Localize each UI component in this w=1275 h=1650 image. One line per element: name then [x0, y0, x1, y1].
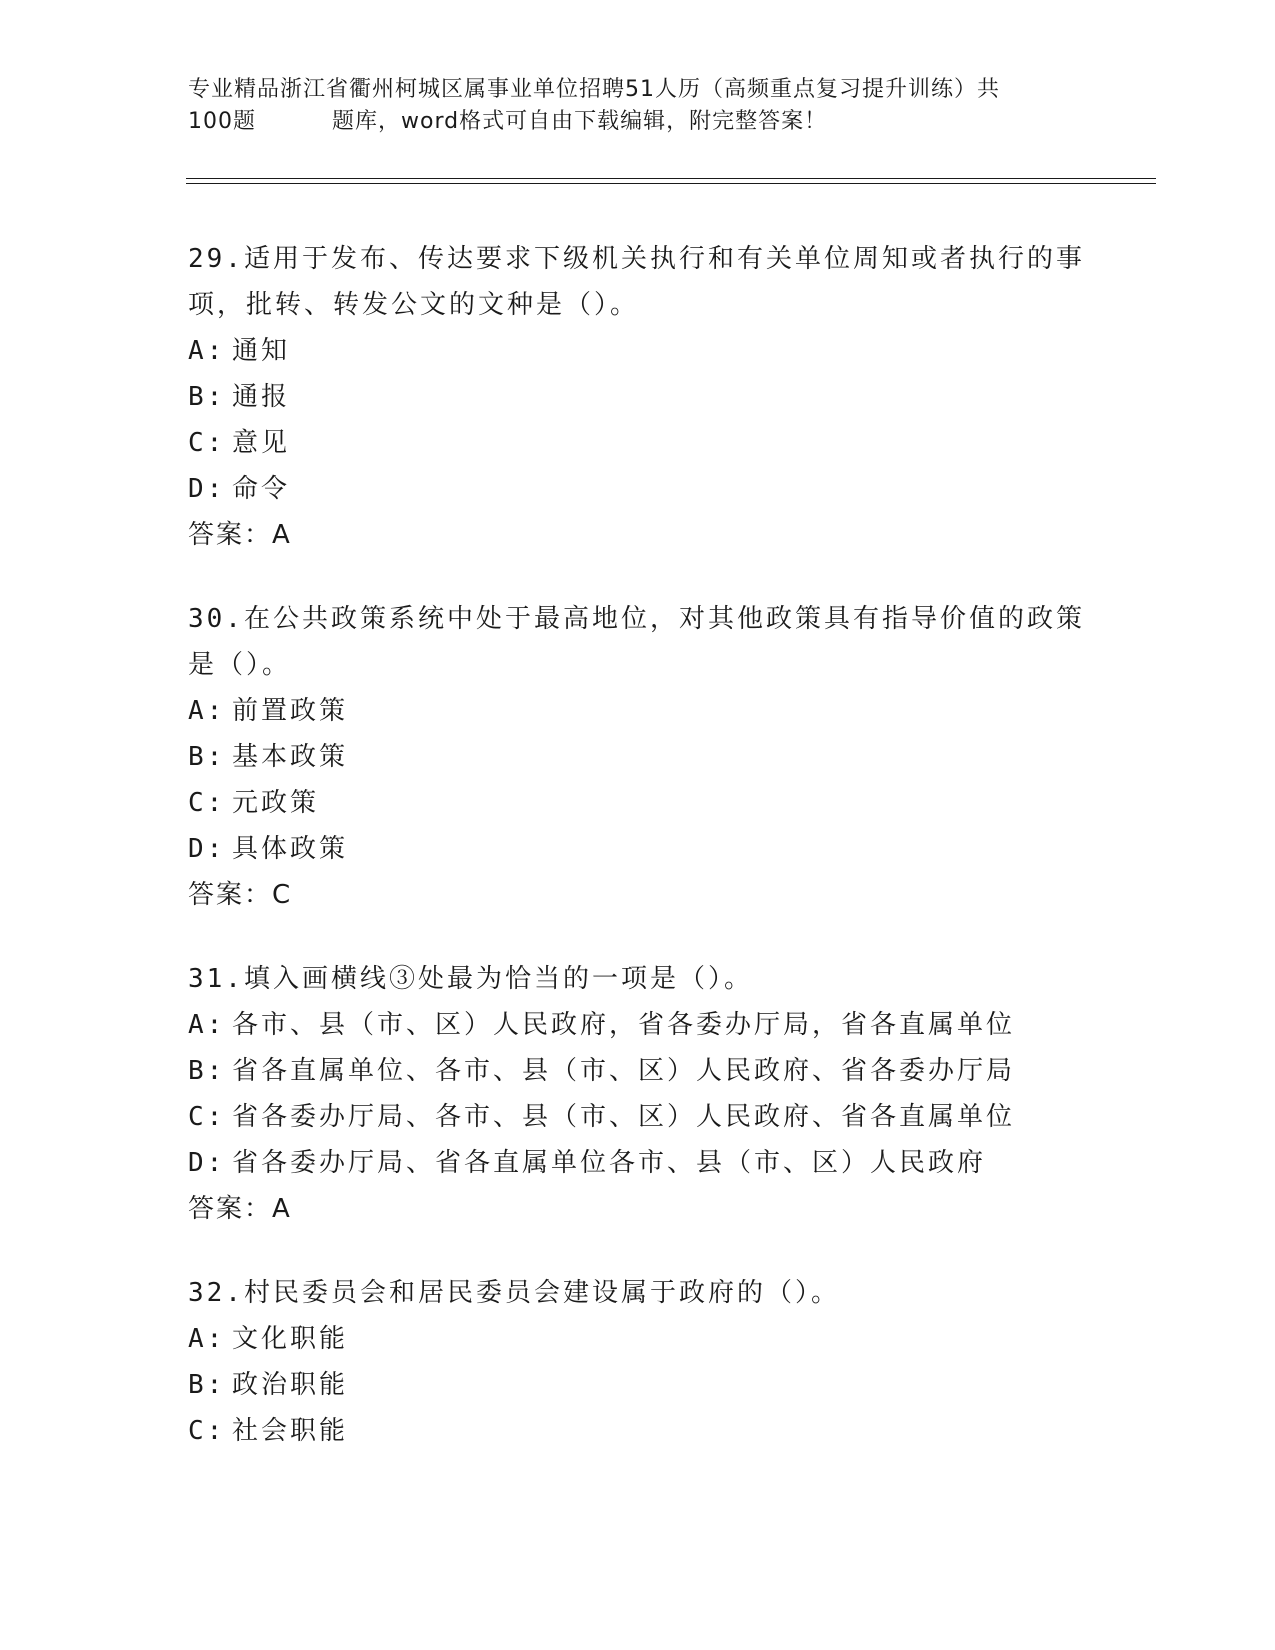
answer-value: A: [272, 520, 292, 550]
option-d: [188, 466, 1088, 512]
question-stem: 在公共政策系统中处于最高地位，对其他政策具有指导价值的政策是（）。: [188, 604, 1085, 680]
option-a: [188, 328, 1088, 374]
option-a: [188, 1002, 1088, 1048]
header-line-2: [188, 106, 1088, 138]
option-key: C:: [188, 1102, 226, 1132]
option-key: B:: [188, 382, 226, 412]
option-key: D:: [188, 474, 226, 504]
answer: [188, 1186, 1088, 1232]
question-list: [188, 236, 1088, 1492]
option-text: 省各直属单位、各市、县（市、区）人民政府、省各委办厅局: [232, 1056, 1016, 1086]
header-divider-bottom: [186, 183, 1156, 184]
answer: [188, 512, 1088, 558]
document-header: [188, 74, 1088, 138]
option-key: B:: [188, 1056, 226, 1086]
option-c: [188, 420, 1088, 466]
option-text: 文化职能: [232, 1324, 349, 1354]
option-text: 省各委办厅局、各市、县（市、区）人民政府、省各直属单位: [232, 1102, 1016, 1132]
option-key: A:: [188, 1324, 226, 1354]
option-text: 基本政策: [232, 742, 349, 772]
question-32: [188, 1270, 1088, 1454]
option-text: 意见: [232, 428, 291, 458]
option-a: [188, 1316, 1088, 1362]
option-key: C:: [188, 428, 226, 458]
option-text: 社会职能: [232, 1416, 349, 1446]
answer-value: A: [272, 1194, 292, 1224]
header-line-1: 专业精品浙江省衢州柯城区属事业单位招聘51人历（高频重点复习提升训练）共: [188, 77, 1000, 102]
answer-label: 答案：: [188, 520, 273, 550]
answer-label: 答案：: [188, 1194, 273, 1224]
option-key: A:: [188, 696, 226, 726]
question-text: [188, 1270, 1088, 1316]
option-key: A:: [188, 1010, 226, 1040]
option-text: 政治职能: [232, 1370, 349, 1400]
question-stem: 村民委员会和居民委员会建设属于政府的（）。: [243, 1278, 840, 1308]
header-description: 题库，word格式可自由下载编辑，附完整答案！: [332, 109, 828, 134]
question-30: [188, 596, 1088, 918]
option-c: [188, 1408, 1088, 1454]
question-29: [188, 236, 1088, 558]
question-number: 29.: [188, 244, 244, 274]
question-number: 32.: [188, 1278, 244, 1308]
option-b: [188, 374, 1088, 420]
option-key: C:: [188, 1416, 226, 1446]
option-text: 通知: [232, 336, 291, 366]
option-c: [188, 780, 1088, 826]
option-key: C:: [188, 788, 226, 818]
option-text: 元政策: [232, 788, 320, 818]
option-text: 各市、县（市、区）人民政府，省各委办厅局，省各直属单位: [232, 1010, 1016, 1040]
option-a: [188, 688, 1088, 734]
option-key: B:: [188, 1370, 226, 1400]
option-key: A:: [188, 336, 226, 366]
question-stem: 填入画横线③处最为恰当的一项是（）。: [243, 964, 753, 994]
question-number: 31.: [188, 964, 244, 994]
question-text: [188, 236, 1088, 328]
option-b: [188, 1048, 1088, 1094]
option-text: 通报: [232, 382, 291, 412]
header-divider-top: [186, 178, 1156, 179]
option-c: [188, 1094, 1088, 1140]
option-b: [188, 1362, 1088, 1408]
question-31: [188, 956, 1088, 1232]
answer-value: C: [272, 880, 293, 910]
answer: [188, 872, 1088, 918]
header-count: 100题: [188, 109, 256, 134]
answer-label: 答案：: [188, 880, 273, 910]
question-stem: 适用于发布、传达要求下级机关执行和有关单位周知或者执行的事项，批转、转发公文的文种是（）。: [188, 244, 1085, 320]
option-key: B:: [188, 742, 226, 772]
option-d: [188, 826, 1088, 872]
option-text: 具体政策: [232, 834, 349, 864]
option-b: [188, 734, 1088, 780]
question-number: 30.: [188, 604, 244, 634]
option-text: 命令: [232, 474, 291, 504]
option-text: 省各委办厅局、省各直属单位各市、县（市、区）人民政府: [232, 1148, 987, 1178]
question-text: [188, 596, 1088, 688]
option-text: 前置政策: [232, 696, 349, 726]
option-key: D:: [188, 1148, 226, 1178]
option-key: D:: [188, 834, 226, 864]
option-d: [188, 1140, 1088, 1186]
question-text: [188, 956, 1088, 1002]
